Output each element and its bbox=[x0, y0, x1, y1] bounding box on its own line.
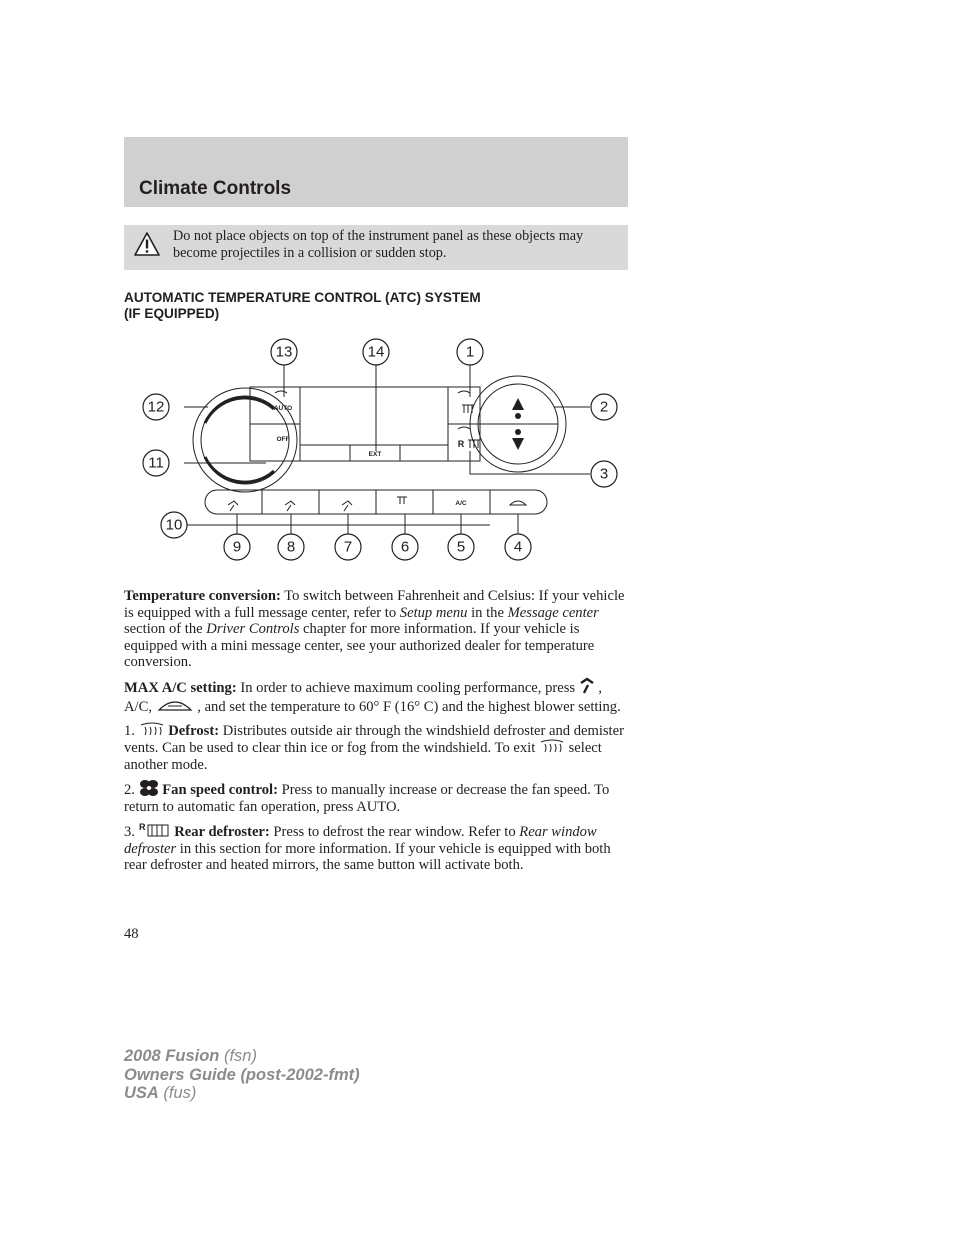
temp-conversion-paragraph: Temperature conversion: To switch between Fahrenheit and Celsius: If your vehicle is equipped with a full message center, refer to Setup menu in the Message center section of the Driver Controls chapter for more information. If your vehicle is equipped with a mini message center, see your authorized dealer for temperature conversion. bbox=[124, 588, 625, 670]
warning-text: Do not place objects on top of the instrument panel as these objects may become projectiles in a collision or sudden stop. bbox=[173, 228, 584, 261]
callout-7: 7 bbox=[343, 538, 353, 556]
callout-13: 13 bbox=[275, 343, 293, 361]
rear-defroster-paragraph: 3. R Rear defroster: Press to defrost the rear window. Refer to Rear window defroster in this section for more information. If your vehicle is equipped with both rear defroster and heated mirrors, the same button will activate both. bbox=[124, 822, 611, 873]
section-heading: AUTOMATIC TEMPERATURE CONTROL (ATC) SYSTEM (IF EQUIPPED) bbox=[124, 290, 481, 321]
fan-speed-paragraph: 2. Fan speed control: Press to manually increase or decrease the fan speed. To return to automatic fan operation, press AUTO. bbox=[124, 779, 630, 815]
defrost-icon bbox=[139, 722, 165, 738]
warning-box bbox=[124, 225, 628, 270]
rear-label: R bbox=[457, 439, 465, 449]
callout-8: 8 bbox=[286, 538, 296, 556]
callout-10: 10 bbox=[165, 516, 183, 534]
page-number: 48 bbox=[124, 926, 139, 942]
callout-3: 3 bbox=[599, 465, 609, 483]
callout-14: 14 bbox=[367, 343, 385, 361]
callout-5: 5 bbox=[456, 538, 466, 556]
callout-6: 6 bbox=[400, 538, 410, 556]
body-text bbox=[124, 588, 630, 880]
panel-vent-icon bbox=[579, 677, 595, 695]
callout-9: 9 bbox=[232, 538, 242, 556]
defrost-icon bbox=[539, 739, 565, 755]
callout-11: 11 bbox=[148, 454, 164, 472]
callout-1: 1 bbox=[465, 343, 475, 361]
auto-label: AUTO bbox=[273, 405, 293, 412]
defrost-paragraph: 1. Defrost: Distributes outside air through the windshield defroster and demister vents. Can be used to clear thin ice or fog from the windshield. To exit select another mode. bbox=[124, 722, 624, 773]
svg-text:R: R bbox=[138, 822, 146, 832]
document-footer: 2008 Fusion (fsn) Owners Guide (post-2002-fmt) USA (fus) bbox=[124, 1047, 360, 1102]
max-ac-paragraph: MAX A/C setting: In order to achieve maximum cooling performance, press , A/C, , and set the temperature to 60° F (16° C) and the highest blower setting. bbox=[124, 677, 630, 716]
page-title: Climate Controls bbox=[139, 178, 292, 199]
callout-12: 12 bbox=[147, 398, 165, 416]
callout-2: 2 bbox=[599, 398, 609, 416]
ac-label: A/C bbox=[455, 500, 467, 507]
warning-triangle-icon bbox=[134, 231, 160, 257]
recirculation-icon bbox=[156, 696, 194, 714]
atc-panel-diagram bbox=[147, 335, 630, 565]
fan-icon bbox=[139, 779, 159, 797]
ext-label: EXT bbox=[368, 451, 382, 458]
off-label: OFF bbox=[276, 436, 290, 443]
callout-4: 4 bbox=[513, 538, 523, 556]
rear-defroster-icon bbox=[139, 821, 171, 839]
